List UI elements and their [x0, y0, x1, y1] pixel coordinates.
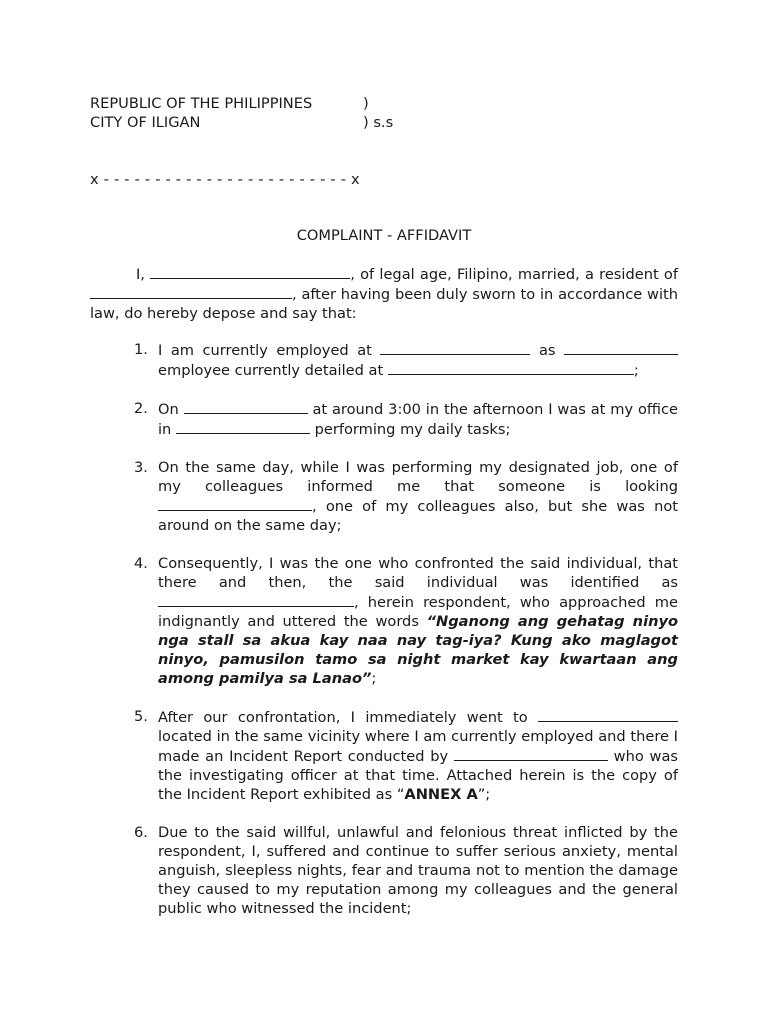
item-number: 5.: [134, 708, 148, 725]
item-text: , herein respondent, who approached me indignantly and uttered the words: [158, 594, 678, 630]
caption-republic: REPUBLIC OF THE PHILIPPINES: [90, 95, 313, 112]
item-text: I am currently employed at: [158, 342, 372, 359]
caption-ss: ) s.s: [363, 114, 394, 131]
item-text: as: [538, 342, 556, 359]
item-text: ”;: [477, 786, 491, 803]
item-number: 4.: [134, 555, 148, 572]
intro-paragraph: [90, 264, 678, 323]
intro-text: , after having been duly sworn to in accordance with law, do hereby depose and say that:: [90, 286, 678, 322]
caption-city: CITY OF ILIGAN: [90, 114, 201, 131]
item-text: performing my daily tasks;: [314, 421, 511, 438]
quoted-threat: “Nganong ang gehatag ninyo nga stall sa akua kay naa nay tag-iya? Kung ako maglagot ninyo, pamusilon tamo sa night market kay kwartaan ang among pamilya sa Lanao”: [158, 613, 678, 687]
item-number: 6.: [134, 824, 148, 841]
item-text: Consequently, I was the one who confronted the said individual, that there and then, the said individual was identified as: [158, 555, 678, 591]
allegation-item: [90, 340, 678, 380]
item-number: 3.: [134, 459, 148, 476]
blank-police-station: [538, 707, 678, 722]
item-number: 2.: [134, 400, 148, 417]
annex-label: ANNEX A: [404, 786, 478, 803]
caption-paren: ): [363, 95, 369, 112]
allegation-item: [90, 399, 678, 439]
item-text: at around 3:00 in the afternoon I was at my office in: [158, 401, 678, 438]
item-text: After our confrontation, I immediately went to: [158, 709, 528, 726]
blank-respondent-name: [158, 592, 354, 607]
intro-text: , of legal age, Filipino, married, a resident of: [350, 266, 678, 283]
blank-investigating-officer: [454, 746, 608, 761]
allegations-list: [90, 340, 678, 937]
item-text: who was the investigating officer at that time. Attached herein is the copy of the Incident Report exhibited as “: [158, 748, 678, 803]
document-title: COMPLAINT - AFFIDAVIT: [296, 227, 472, 244]
item-text: On the same day, while I was performing my designated job, one of my colleagues informed me that someone is looking: [158, 459, 678, 495]
item-text: ;: [633, 362, 639, 379]
blank-position: [564, 340, 678, 355]
caption-row-city: [90, 113, 394, 132]
item-number: 1.: [134, 341, 148, 358]
blank-person-sought: [158, 496, 312, 511]
allegation-item: [90, 554, 678, 688]
blank-office: [176, 419, 310, 434]
blank-affiant-name: [150, 264, 350, 279]
caption-divider: x - - - - - - - - - - - - - - - - - - - - - - - - x: [90, 171, 360, 188]
allegation-item: [90, 707, 678, 804]
caption-row-republic: [90, 94, 369, 113]
document-caption: [90, 94, 394, 132]
item-text: Due to the said willful, unlawful and felonious threat inflicted by the respondent, I, suffered and continue to suffer serious anxiety, mental anguish, sleepless nights, fear and trauma not to mention the damage they caused to my reputation among my colleagues and the general public who witnessed the incident;: [158, 824, 678, 917]
item-text: , one of my colleagues also, but she was not around on the same day;: [158, 498, 678, 534]
blank-residence: [90, 284, 292, 299]
blank-employer: [380, 340, 530, 355]
item-text: employee currently detailed at: [158, 362, 384, 379]
item-text: located in the same vicinity where I am currently employed and there I made an Incident Report conducted by: [158, 728, 678, 765]
item-text: ;: [371, 670, 377, 687]
allegation-item: [90, 823, 678, 918]
allegation-item: [90, 458, 678, 535]
blank-detail-location: [388, 360, 634, 375]
blank-date: [184, 399, 308, 414]
intro-text: I,: [136, 266, 145, 283]
item-text: On: [158, 401, 179, 418]
